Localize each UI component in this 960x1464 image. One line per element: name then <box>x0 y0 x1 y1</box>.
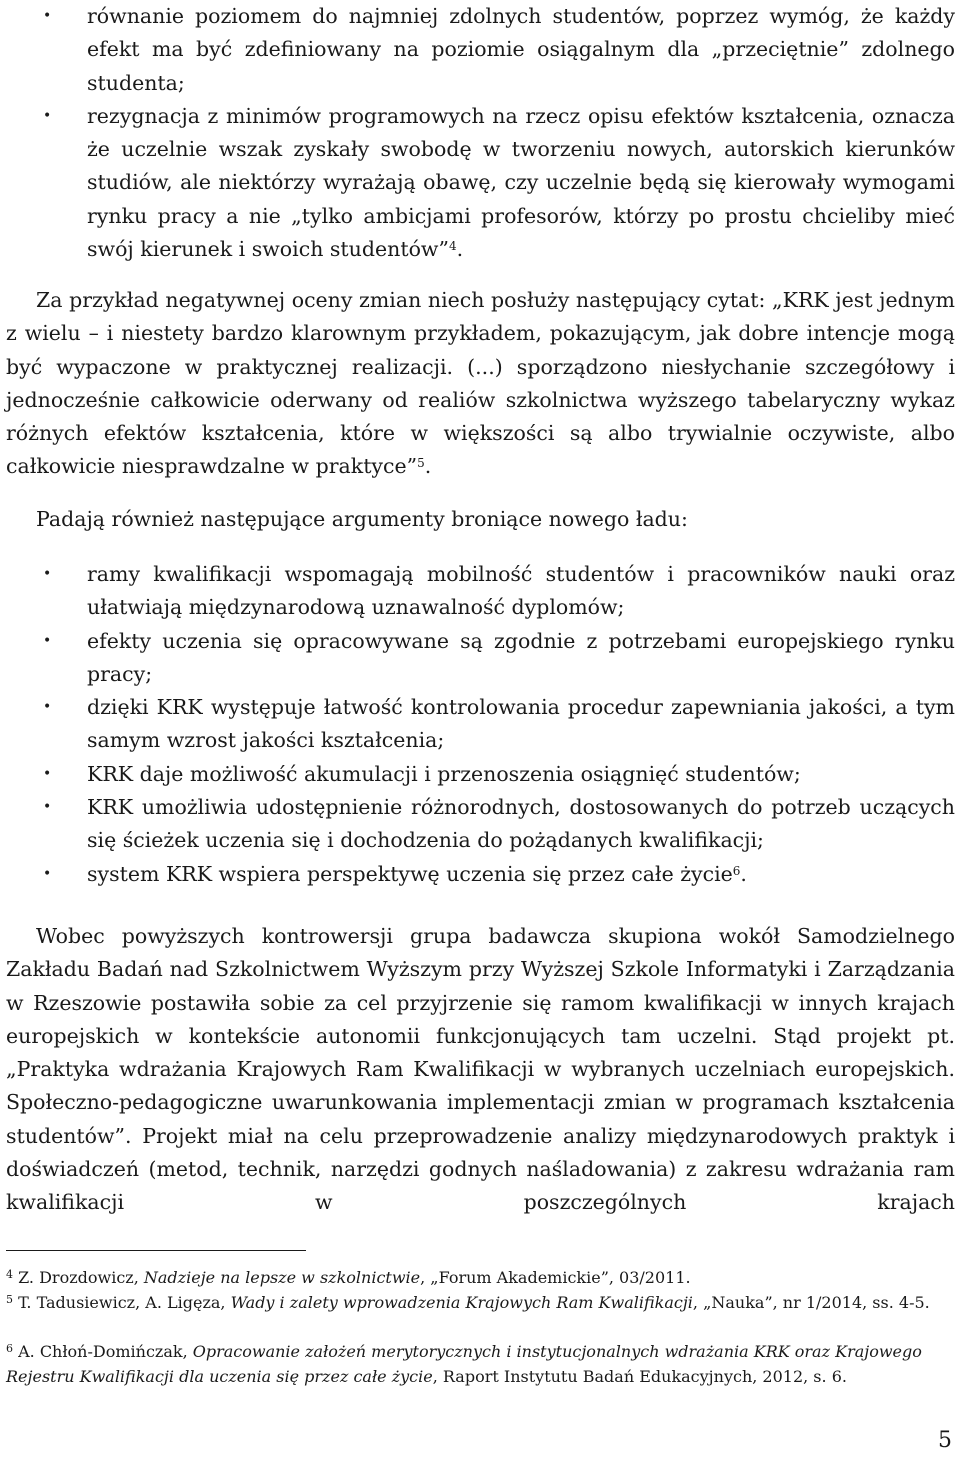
bullet-icon: • <box>43 799 52 816</box>
list-item <box>0 691 955 758</box>
list-item <box>0 858 955 891</box>
footnote-author: A. Chłoń-Domińczak, <box>13 1342 193 1361</box>
paragraph-text: Padają również następujące argumenty broniące nowego ładu: <box>36 507 688 531</box>
footnote-ref: 5 <box>417 456 425 471</box>
bullet-list-arguments <box>0 558 955 891</box>
bullet-icon: • <box>43 8 52 24</box>
footnote <box>6 1290 946 1315</box>
footnote-separator <box>6 1250 306 1251</box>
footnote-author: Z. Drozdowicz, <box>13 1268 144 1287</box>
footnote <box>6 1265 946 1290</box>
footnote-source: , „Nauka”, nr 1/2014, ss. 4-5. <box>692 1293 930 1312</box>
footnote-title: Wady i zalety wprowadzenia Krajowych Ram Kwalifikacji <box>230 1293 693 1312</box>
paragraph-text: Wobec powyższych kontrowersji grupa badawcza skupiona wokół Samodzielnego Zakładu Badań nad Szkolnictwem Wyższym przy Wyższej Szkole Informatyki i Zarządzania w Rzeszowie postawiła sobie za cel przyjrzenie się ramom kwalifikacji w innych krajach europejskich w kontekście autonomii funkcjonujących tam uczelni. Stąd projekt pt. „Praktyka wdrażania Krajowych Ram Kwalifikacji w wybranych uczelniach europejskich. Społeczno-pedagogiczne uwarunkowania implementacji zmian w programach kształcenia studentów”. Projekt miał na celu przeprowadzenie analizy międzynarodowych praktyk i doświadczeń (metod, technik, narzędzi godnych naśladowania) z zakresu wdrażania ram kwalifikacji w poszczególnych krajach <box>6 924 955 1215</box>
bullet-icon: • <box>43 765 52 782</box>
page-number: 5 <box>938 1428 952 1453</box>
list-item-text: efekty uczenia się opracowywane są zgodnie z potrzebami europejskiego rynku pracy; <box>87 628 955 686</box>
paragraph-arguments <box>6 503 955 536</box>
footnote-source: , „Forum Akademickie”, 03/2011. <box>420 1268 691 1287</box>
list-item-text: system KRK wspiera perspektywę uczenia się przez całe życie <box>87 861 733 886</box>
footnote-number: 6 <box>6 1342 13 1355</box>
list-item <box>0 0 955 100</box>
footnote-number: 4 <box>6 1268 13 1281</box>
list-item-text: dzięki KRK występuje łatwość kontrolowania procedur zapewniania jakości, a tym samym wzrost jakości kształcenia; <box>87 695 955 753</box>
footnote-title: Nadzieje na lepsze w szkolnictwie <box>143 1268 421 1287</box>
list-item <box>0 558 955 625</box>
list-item-end: . <box>456 237 464 262</box>
list-item <box>0 791 955 858</box>
list-item <box>0 100 955 266</box>
bullet-icon: • <box>43 865 52 882</box>
footnote-author: T. Tadusiewicz, A. Ligęza, <box>13 1293 231 1312</box>
list-item-text: rezygnacja z minimów programowych na rzecz opisu efektów kształcenia, oznacza że uczelnie wszak zyskały swobodę w tworzeniu nowych, autorskich kierunków studiów, ale niektórzy wyrażają obawę, czy uczelnie będą się kierowały wymogami rynku pracy a nie „tylko ambicjami profesorów, którzy po prostu chcieliby mieć swój kierunek i swoich studentów” <box>87 103 955 262</box>
footnote <box>6 1339 946 1389</box>
footnote-source: , Raport Instytutu Badań Edukacyjnych, 2012, s. 6. <box>432 1367 847 1386</box>
list-item <box>0 625 955 692</box>
list-item-text: KRK umożliwia udostępnienie różnorodnych, dostosowanych do potrzeb uczących się ścieżek uczenia się i dochodzenia do pożądanych kwalifikacji; <box>87 795 955 853</box>
bullet-icon: • <box>43 566 52 582</box>
bullet-icon: • <box>43 107 52 124</box>
list-item-text: ramy kwalifikacji wspomagają mobilność studentów i pracowników nauki oraz ułatwiają międzynarodową uznawalność dyplomów; <box>87 562 955 620</box>
list-item <box>0 758 955 791</box>
bullet-list-concerns <box>0 0 955 266</box>
footnote-title: Opracowanie założeń merytorycznych i instytucjonalnych wdrażania KRK oraz Krajowego Rejestru Kwalifikacji dla uczenia się przez całe życie <box>6 1342 922 1386</box>
footnote-number: 5 <box>6 1293 13 1306</box>
footnote-ref: 6 <box>732 863 741 878</box>
list-item-end: . <box>740 861 747 886</box>
paragraph-example <box>6 284 955 484</box>
footnote-ref: 4 <box>448 239 457 254</box>
paragraph-text: Za przykład negatywnej oceny zmian niech posłuży następujący cytat: „KRK jest jednym z wielu – i niestety bardzo klarownym przykładem, pokazującym, jak dobre intencje mogą być wypaczone w praktycznej realizacji. (...) sporządzono niesłychanie szczegółowy i jednocześnie całkowicie oderwany od realiów szkolnictwa wyższego tabelaryczny wykaz różnych efektów kształcenia, które w większości są albo trywialnie oczywiste, albo całkowicie niesprawdzalne w praktyce” <box>6 288 955 479</box>
bullet-icon: • <box>43 699 52 716</box>
bullet-icon: • <box>43 632 52 649</box>
paragraph-end: . <box>424 454 432 479</box>
list-item-text: równanie poziomem do najmniej zdolnych studentów, poprzez wymóg, że każdy efekt ma być zdefiniowany na poziomie osiągalnym dla „przeciętnie” zdolnego studenta; <box>87 4 955 95</box>
paragraph-project <box>6 920 955 1220</box>
list-item-text: KRK daje możliwość akumulacji i przenoszenia osiągnięć studentów; <box>87 761 801 786</box>
